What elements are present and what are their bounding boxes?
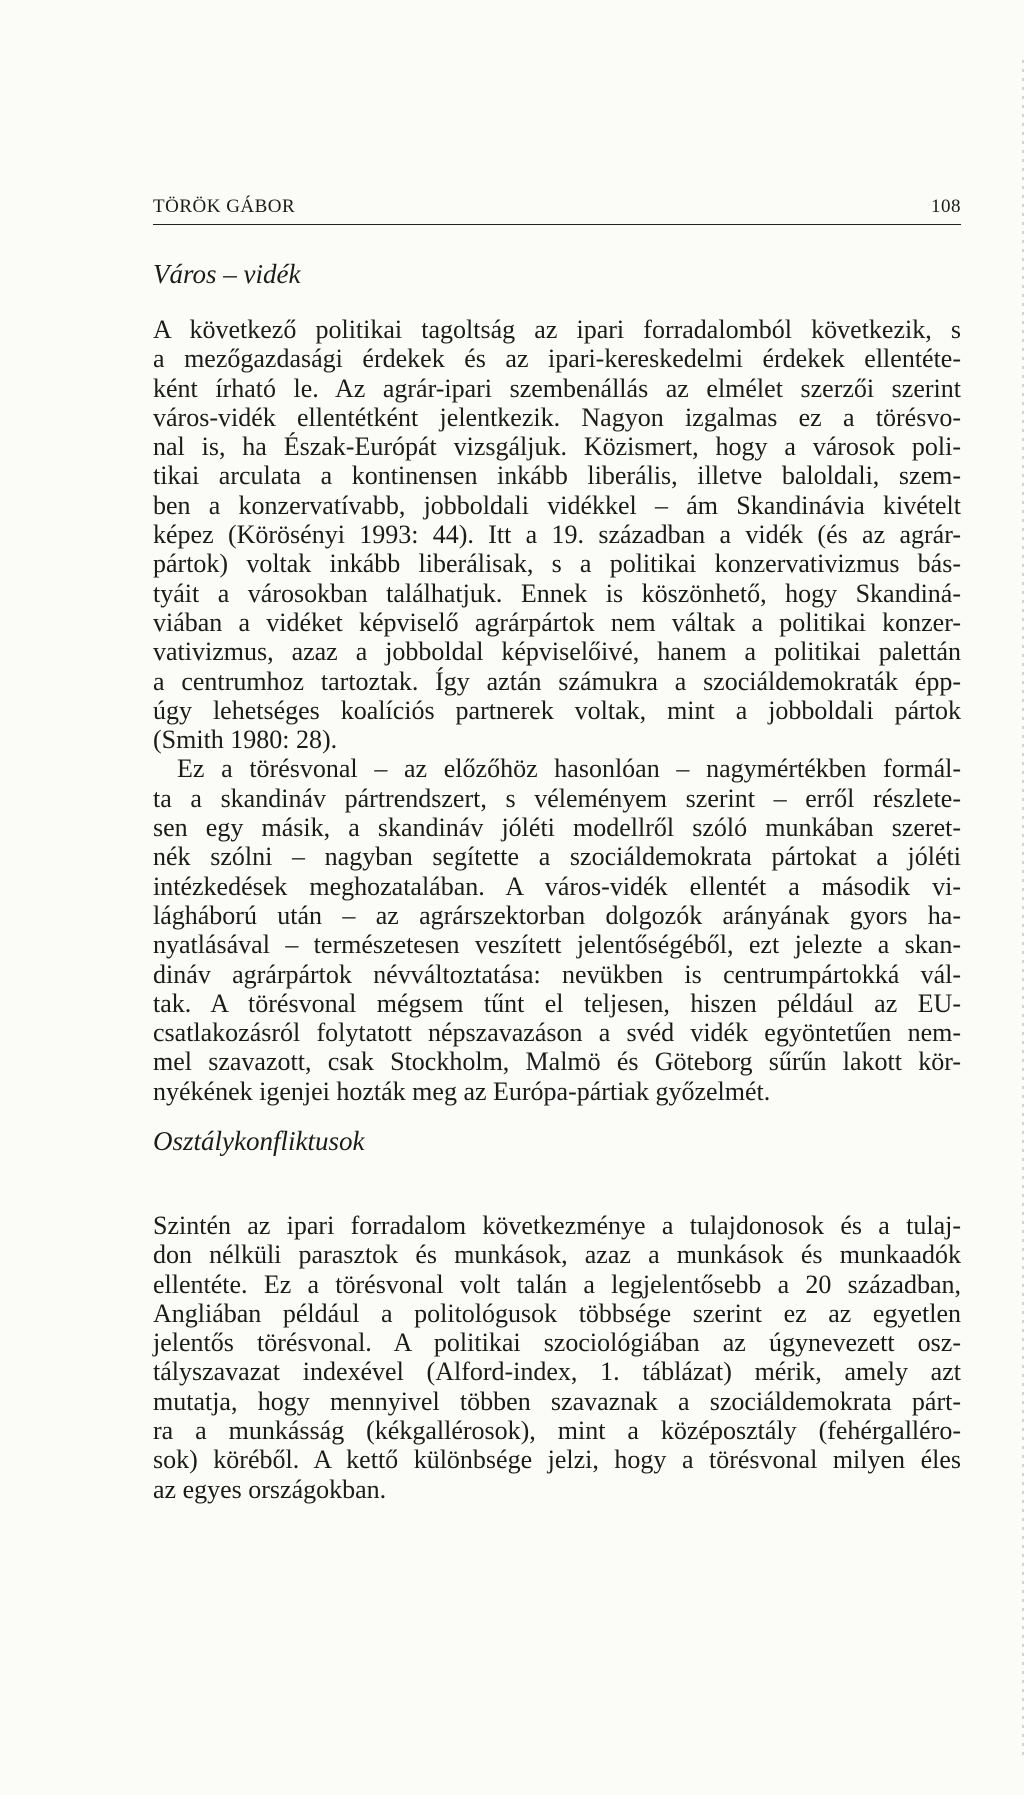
text-line: tyáit a városokban találhatjuk. Ennek is köszönhető, hogy Skandiná- — [153, 578, 961, 608]
running-head-author: TÖRÖK GÁBOR — [153, 196, 296, 217]
text-line: tikai arculata a kontinensen inkább liberális, illetve baloldali, szem- — [153, 461, 961, 491]
text-line: nék szólni – nagyban segítette a szociáldemokrata pártokat a jóléti — [153, 842, 961, 872]
text-line: don nélküli parasztok és munkások, azaz a munkások és munkaadók — [153, 1240, 961, 1270]
text-line: jelentős törésvonal. A politikai szociológiában az úgynevezett osz- — [153, 1328, 961, 1358]
text-line: nyékének igenjei hozták meg az Európa-pártiak győzelmét. — [153, 1076, 771, 1106]
text-line: úgy lehetséges koalíciós partnerek voltak, mint a jobboldali pártok — [153, 695, 961, 725]
text-line: mel szavazott, csak Stockholm, Malmö és Göteborg sűrűn lakott kör- — [153, 1047, 961, 1077]
text-line: lágháború után – az agrárszektorban dolgozók arányának gyors ha- — [153, 900, 961, 930]
header-rule — [153, 224, 961, 225]
text-line: ként írható le. Az agrár-ipari szembenállás az elmélet szerzői szerint — [153, 373, 961, 403]
text-line: képez (Körösényi 1993: 44). Itt a 19. században a vidék (és az agrár- — [153, 520, 961, 550]
text-line: tak. A törésvonal mégsem tűnt el teljesen, hiszen például az EU- — [153, 988, 961, 1018]
text-line: Ez a törésvonal – az előzőhöz hasonlóan – nagymértékben formál- — [177, 754, 961, 784]
section-title-osztalykonfliktusok: Osztálykonfliktusok — [153, 1126, 365, 1156]
text-line: csatlakozásról folytatott népszavazáson a svéd vidék egyöntetűen nem- — [153, 1018, 961, 1048]
text-line: vativizmus, azaz a jobboldal képviselőivé, hanem a politikai palettán — [153, 637, 961, 667]
text-line: ta a skandináv pártrendszert, s véleményem szerint – erről részlete- — [153, 783, 961, 813]
text-line: pártok) voltak inkább liberálisak, s a politikai konzervativizmus bás- — [153, 549, 961, 579]
text-line: az egyes országokban. — [153, 1474, 387, 1504]
text-line: dináv agrárpártok névváltoztatása: nevükben is centrumpártokká vál- — [153, 959, 961, 989]
text-line: mutatja, hogy mennyivel többen szavaznak a szociáldemokrata párt- — [153, 1386, 961, 1416]
text-line: a centrumhoz tartoztak. Így aztán számukra a szociáldemokraták épp- — [153, 666, 961, 696]
text-line: ben a konzervatívabb, jobboldali vidékkel – ám Skandinávia kivételt — [153, 490, 961, 520]
text-line: intézkedések meghozatalában. A város-vidék ellentét a második vi- — [153, 871, 961, 901]
running-head — [153, 196, 961, 226]
text-line: (Smith 1980: 28). — [153, 725, 338, 755]
text-line: A következő politikai tagoltság az ipari forradalomból következik, s — [153, 315, 961, 344]
text-line: a mezőgazdasági érdekek és az ipari-kereskedelmi érdekek ellentéte- — [153, 344, 961, 374]
text-line: tályszavazat indexével (Alford-index, 1. táblázat) mérik, amely azt — [153, 1357, 961, 1387]
text-line: ra a munkásság (kékgallérosok), mint a középosztály (fehérgalléro- — [153, 1416, 961, 1446]
text-line: sok) köréből. A kettő különbsége jelzi, hogy a törésvonal milyen éles — [153, 1445, 961, 1475]
text-line: nyatlásával – természetesen veszített jelentőségéből, ezt jelezte a skan- — [153, 930, 961, 960]
text-line: ellentéte. Ez a törésvonal volt talán a legjelentősebb a 20 században, — [153, 1269, 961, 1299]
text-line: nal is, ha Észak-Európát vizsgáljuk. Közismert, hogy a városok poli- — [153, 432, 961, 462]
text-line: Angliában például a politológusok többsége szerint ez az egyetlen — [153, 1298, 961, 1328]
section-body-osztalykonfliktusok — [153, 1211, 961, 1504]
text-line: Szintén az ipari forradalom következménye a tulajdonosok és a tulaj- — [153, 1211, 961, 1240]
page-number: 108 — [931, 196, 961, 217]
text-line: viában a vidéket képviselő agrárpártok nem váltak a politikai konzer- — [153, 607, 961, 637]
text-line: sen egy másik, a skandináv jóléti modellről szóló munkában szeret- — [153, 813, 961, 843]
section-body-varos-videk — [153, 315, 961, 1106]
text-line: város-vidék ellentétként jelentkezik. Nagyon izgalmas ez a törésvo- — [153, 402, 961, 432]
section-title-varos-videk: Város – vidék — [153, 259, 301, 289]
